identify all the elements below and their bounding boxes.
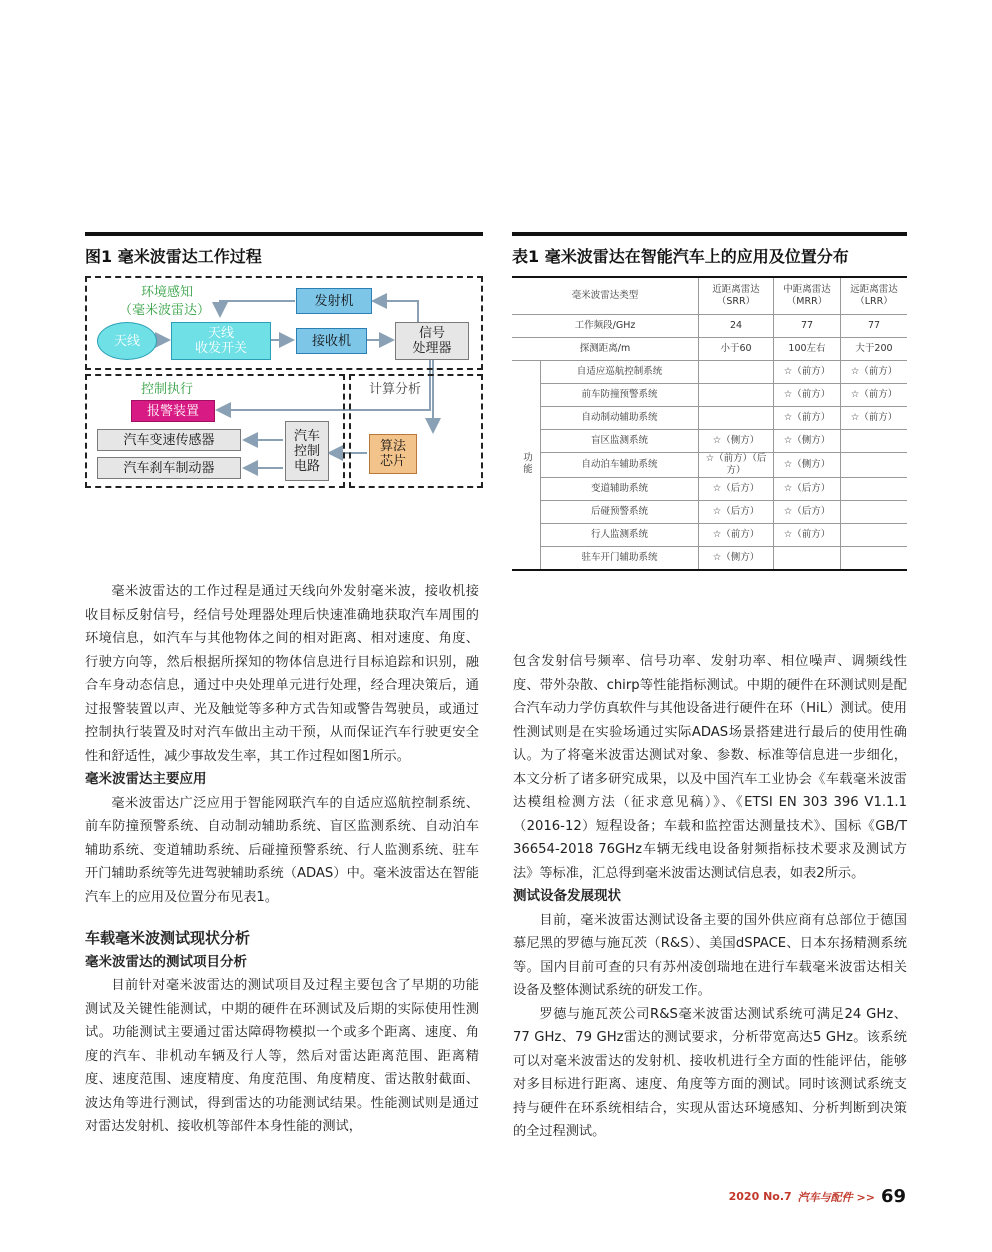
table-row (512, 361, 907, 384)
row-mrr: ☆（侧方） (774, 430, 841, 453)
function-label-cell (512, 361, 541, 571)
antenna-node: 天线 (97, 322, 157, 360)
env-sensing-label: 环境感知 (141, 285, 194, 300)
table-header-row (512, 277, 907, 315)
magazine-name: 汽车与配件 >> (797, 1190, 875, 1204)
row-lrr: ☆（前方） (841, 407, 908, 430)
row-name: 自适应巡航控制系统 (541, 361, 699, 384)
figure-title: 图1 毫米波雷达工作过程 (85, 247, 262, 266)
row-srr: ☆（后方） (699, 478, 774, 501)
row-lrr (841, 547, 908, 571)
row-srr: ☆（前方）（后方） (699, 453, 774, 478)
row-name: 行人监测系统 (541, 524, 699, 547)
paragraph: 毫米波雷达的工作过程是通过天线向外发射毫米波，接收机接收目标反射信号，经信号处理器处理后快速准确地获取汽车周围的环境信息，如汽车与其他物体之间的相对距离、相对速度、角度、行驶方向等，然后根据所探知的物体信息进行目标追踪和识别，融合车身动态信息，通过中央处理单元进行处理，经合理决策后，通过报警装置以声、光及触觉等多种方式告知或警告驾驶员，或通过控制执行装置及时对汽车做出主动干预，从而保证汽车行驶更安全性和舒适性，减少事故发生率，其工作过程如图1所示。 (85, 584, 479, 764)
radar-process-diagram (85, 276, 483, 488)
header-lrr: 远距离雷达 （LRR） (841, 277, 908, 315)
receiver-node: 接收机 (296, 328, 367, 354)
paragraph: 目前，毫米波雷达测试设备主要的国外供应商有总部位于德国慕尼黑的罗德与施瓦茨（R&S）、美国dSPACE、日本东扬精测系统等。国内目前可查的只有苏州凌创瑞地在进行车载毫米波雷达相关设备及整体测试系统的研发工作。 (513, 912, 907, 998)
control-exec-label: 控制执行 (141, 382, 194, 397)
left-column (85, 580, 479, 1139)
freq-mrr: 77 (774, 315, 841, 338)
paragraph: 毫米波雷达广泛应用于智能网联汽车的自适应巡航控制系统、前车防撞预警系统、自动制动辅助系统、盲区监测系统、自动泊车辅助系统、变道辅助系统、后碰撞预警系统、行人监测系统、驻车开门辅助系统等先进驾驶辅助系统（ADAS）中。毫米波雷达在智能汽车上的应用及位置分布见表1。 (85, 795, 479, 905)
row-mrr: ☆（前方） (774, 524, 841, 547)
table-row (512, 453, 907, 478)
table-title: 表1 毫米波雷达在智能汽车上的应用及位置分布 (512, 247, 849, 266)
heading-test-status: 车载毫米波测试现状分析 (85, 929, 251, 947)
row-lrr (841, 478, 908, 501)
signal-processor-node: 信号 处理器 (395, 322, 469, 360)
table-row (512, 501, 907, 524)
header-mrr: 中距离雷达 （MRR） (774, 277, 841, 315)
row-srr (699, 384, 774, 407)
row-name: 前车防撞预警系统 (541, 384, 699, 407)
subheading-applications: 毫米波雷达主要应用 (85, 771, 207, 787)
range-srr: 小于60 (699, 338, 774, 361)
freq-srr: 24 (699, 315, 774, 338)
row-mrr: ☆（前方） (774, 407, 841, 430)
header-srr: 近距离雷达 （SRR） (699, 277, 774, 315)
table-row-frequency (512, 315, 907, 338)
antenna-switch-node: 天线 收发开关 (171, 322, 271, 360)
brake-node: 汽车刹车制动器 (97, 457, 241, 479)
range-lrr: 大于200 (841, 338, 908, 361)
transmitter-node: 发射机 (296, 288, 372, 314)
range-mrr: 100左右 (774, 338, 841, 361)
header-type: 毫米波雷达类型 (512, 277, 699, 315)
figure-top-rule (85, 232, 483, 236)
subheading-device-status: 测试设备发展现状 (513, 888, 621, 904)
table-row-range (512, 338, 907, 361)
row-lrr (841, 524, 908, 547)
row-mrr: ☆（后方） (774, 501, 841, 524)
page-number: 69 (880, 1186, 906, 1207)
row-srr: ☆（侧方） (699, 430, 774, 453)
row-lrr: ☆（前方） (841, 361, 908, 384)
env-sensing-sublabel: （毫米波雷达） (119, 303, 211, 318)
row-lrr (841, 430, 908, 453)
table-row (512, 547, 907, 571)
speed-sensor-node: 汽车变速传感器 (97, 429, 241, 451)
table-top-rule (512, 232, 907, 236)
row-mrr (774, 547, 841, 571)
table-row (512, 430, 907, 453)
freq-lrr: 77 (841, 315, 908, 338)
row-name: 变道辅助系统 (541, 478, 699, 501)
row-srr: ☆（后方） (699, 501, 774, 524)
table-row (512, 478, 907, 501)
row-lrr (841, 501, 908, 524)
paragraph: 包含发射信号频率、信号功率、发射功率、相位噪声、调频线性度、带外杂散、chirp等性能指标测试。中期的硬件在环测试则是配合汽车动力学仿真软件与其他设备进行硬件在环（HiL）测试。使用性测试则是在实验场通过实际ADAS场景搭建进行最后的使用性确认。为了将毫米波雷达测试对象、参数、标准等信息进一步细化，本文分析了诸多研究成果，以及中国汽车工业协会《车载毫米波雷达模组检测方法（征求意见稿）》、《ETSI EN 303 396 V1.1.1（2016-12）短程设备；车载和监控雷达测量技术》、国标《GB/T 36654-2018 76GHz车辆无线电设备射频指标技术要求及测试方法》等标准，汇总得到毫米波雷达测试信息表，如表2所示。 (513, 654, 907, 881)
paragraph: 目前针对毫米波雷达的测试项目及过程主要包含了早期的功能测试及关键性能测试，中期的硬件在环测试及后期的实际使用性测试。功能测试主要通过雷达障碍物模拟一个或多个距离、速度、角度的汽车、非机动车辆及行人等，然后对雷达距离范围、距离精度、速度范围、速度精度、角度范围、角度精度、雷达散射截面、波达角等进行测试，得到雷达的功能测试结果。性能测试则是通过对雷达发射机、接收机等部件本身性能的测试， (85, 978, 479, 1134)
vehicle-control-node: 汽车 控制 电路 (285, 421, 329, 481)
compute-label: 计算分析 (369, 382, 422, 397)
right-column (513, 650, 907, 1144)
row-lrr: ☆（前方） (841, 384, 908, 407)
row-name: 后碰预警系统 (541, 501, 699, 524)
paragraph: 罗德与施瓦茨公司R&S毫米波雷达测试系统可满足24 GHz、77 GHz、79 GHz雷达的测试要求，分析带宽高达5 GHz。该系统可以对毫米波雷达的发射机、接收机进行全方面的性能评估，能够对多目标进行距离、速度、角度等方面的测试。同时该测试系统支持与硬件在环系统相结合，实现从雷达环境感知、分析判断到决策的全过程测试。 (513, 1006, 907, 1139)
row-name: 自动泊车辅助系统 (541, 453, 699, 478)
subheading-test-items: 毫米波雷达的测试项目分析 (85, 953, 247, 970)
table-row (512, 407, 907, 430)
range-label: 探测距离/m (512, 338, 699, 361)
row-mrr: ☆（前方） (774, 361, 841, 384)
table-row (512, 384, 907, 407)
row-mrr: ☆（后方） (774, 478, 841, 501)
row-mrr: ☆（侧方） (774, 453, 841, 478)
freq-label: 工作频段/GHz (512, 315, 699, 338)
row-srr: ☆（前方） (699, 524, 774, 547)
issue-number: 2020 No.7 (728, 1190, 792, 1203)
row-srr: ☆（侧方） (699, 547, 774, 571)
row-srr (699, 407, 774, 430)
page-footer (729, 1186, 906, 1207)
row-name: 自动制动辅助系统 (541, 407, 699, 430)
function-label: 功能 (521, 451, 532, 475)
row-srr (699, 361, 774, 384)
row-name: 盲区监测系统 (541, 430, 699, 453)
row-name: 驻车开门辅助系统 (541, 547, 699, 571)
radar-application-table (512, 276, 907, 571)
row-lrr (841, 453, 908, 478)
algorithm-chip-node: 算法 芯片 (369, 434, 417, 474)
row-mrr: ☆（前方） (774, 384, 841, 407)
alarm-node: 报警装置 (131, 400, 215, 422)
table-row (512, 524, 907, 547)
